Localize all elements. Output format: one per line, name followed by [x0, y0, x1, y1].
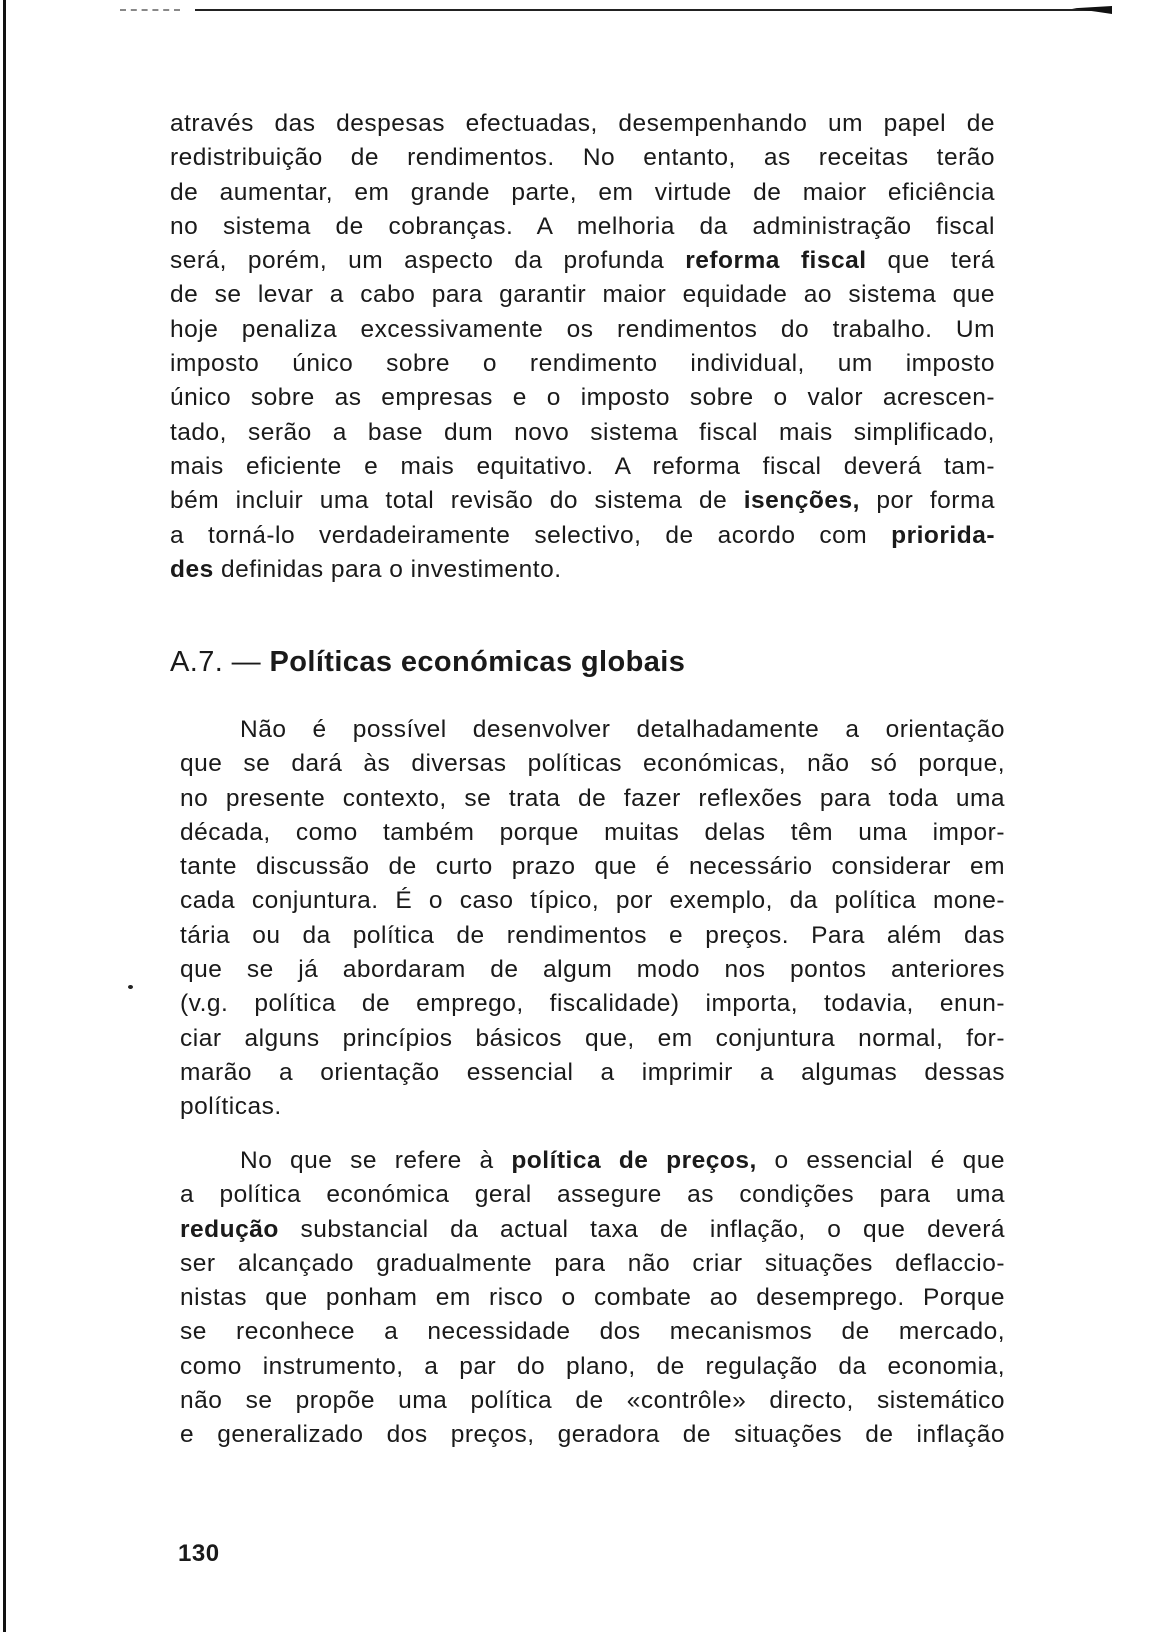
text-line: (v.g. política de emprego, fiscalidade) importa, todavia, enun- [180, 990, 1005, 1018]
text-line: hoje penaliza excessivamente os rendimentos do trabalho. Um [170, 315, 995, 343]
section-heading [170, 646, 685, 679]
text-line: tária ou da política de rendimentos e preços. Para além das [180, 921, 1005, 949]
text-line: a torná-lo verdadeiramente selectivo, de acordo com priorida- [170, 521, 995, 549]
text-line: des definidas para o investimento. [170, 555, 562, 583]
emphasis-reducao: redução [180, 1215, 279, 1243]
text-line: no presente contexto, se trata de fazer reflexões para toda uma [180, 784, 1005, 812]
text-line: década, como também porque muitas delas têm uma impor- [180, 818, 1005, 846]
text-line: nistas que ponham em risco o combate ao desemprego. Porque [180, 1284, 1005, 1312]
text-line: Não é possível desenvolver detalhadamente a orientação [240, 716, 1005, 743]
text-line: de aumentar, em grande parte, em virtude de maior eficiência [170, 178, 995, 206]
text-line: No que se refere à política de preços, o essencial é que [240, 1147, 1005, 1174]
section-title: Políticas económicas globais [269, 646, 686, 678]
text-line: mais eficiente e mais equitativo. A reforma fiscal deverá tam- [170, 452, 995, 480]
page-number: 130 [178, 1540, 220, 1567]
emphasis-politica-de-precos: política de preços, [511, 1147, 757, 1174]
paragraph-1 [170, 107, 995, 587]
text-line: tante discussão de curto prazo que é necessário considerar em [180, 853, 1005, 881]
text-line: ser alcançado gradualmente para não criar situações deflaccio- [180, 1249, 1005, 1277]
section-number: A.7. — [170, 646, 262, 678]
text-line: imposto único sobre o rendimento individual, um imposto [170, 350, 995, 378]
text-line: no sistema de cobranças. A melhoria da administração fiscal [170, 212, 995, 240]
scan-left-edge [3, 0, 6, 1632]
text-line: redistribuição de rendimentos. No entanto, as receitas terão [170, 144, 995, 172]
text-line: redução substancial da actual taxa de inflação, o que deverá [180, 1215, 1005, 1243]
text-line: tado, serão a base dum novo sistema fiscal mais simplificado, [170, 418, 995, 446]
text-line: bém incluir uma total revisão do sistema de isenções, por forma [170, 487, 995, 515]
text-line: que se dará às diversas políticas económicas, não só porque, [180, 750, 1005, 778]
text-line: cada conjuntura. É o caso típico, por exemplo, da política mone- [180, 887, 1005, 915]
emphasis-isencoes: isenções, [743, 487, 860, 515]
text-line: ciar alguns princípios básicos que, em conjuntura normal, for- [180, 1024, 1005, 1052]
text-line: único sobre as empresas e o imposto sobre o valor acrescen- [170, 384, 995, 412]
text-line: se reconhece a necessidade dos mecanismos de mercado, [180, 1318, 1005, 1346]
scan-top-dash [120, 9, 180, 11]
text-line: políticas. [180, 1093, 282, 1121]
paragraph-3 [180, 1144, 1005, 1453]
text-line: será, porém, um aspecto da profunda reforma fiscal que terá [170, 247, 995, 275]
text-line: como instrumento, a par do plano, de regulação da economia, [180, 1352, 1005, 1380]
text-line: marão a orientação essencial a imprimir a algumas dessas [180, 1058, 1005, 1086]
text-line: e generalizado dos preços, geradora de situações de inflação [180, 1421, 1005, 1449]
text-line: através das despesas efectuadas, desempenhando um papel de [170, 110, 995, 137]
paragraph-2 [180, 713, 1005, 1125]
text-line: não se propõe uma política de «contrôle» directo, sistemático [180, 1387, 1005, 1415]
emphasis-prioridades: priorida- [891, 521, 995, 549]
text-line: que se já abordaram de algum modo nos pontos anteriores [180, 956, 1005, 984]
stray-ink-dot [128, 985, 133, 989]
text-line: de se levar a cabo para garantir maior equidade ao sistema que [170, 281, 995, 309]
text-line: a política económica geral assegure as condições para uma [180, 1181, 1005, 1209]
emphasis-prioridades-end: des [170, 555, 214, 583]
scan-top-edge [195, 9, 1105, 11]
emphasis-reforma-fiscal: reforma fiscal [685, 247, 867, 275]
